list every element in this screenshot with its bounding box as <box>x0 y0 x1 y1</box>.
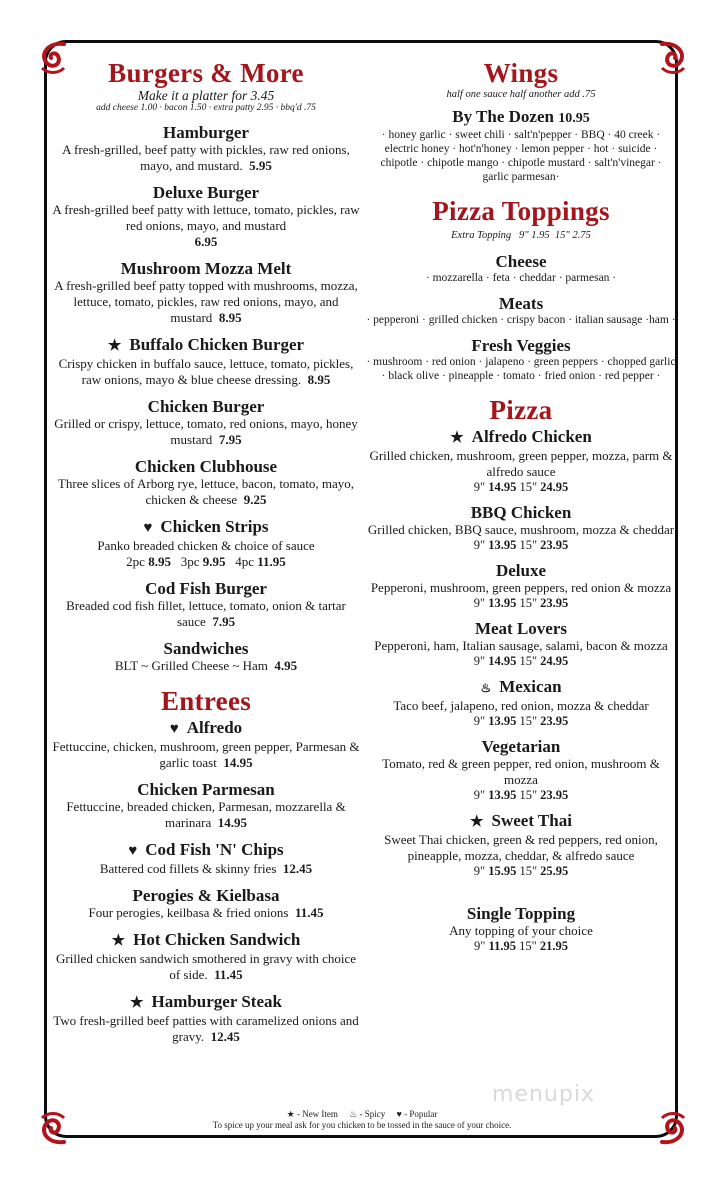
legend-new-item: ★ - New Item <box>286 1109 338 1119</box>
star-icon: ★ <box>111 933 126 949</box>
wings-note: half one sauce half another add .75 <box>446 89 596 100</box>
menu-item-chicken-clubhouse: Chicken Clubhouse Three slices of Arborg rye, lettuce, bacon, tomato, mayo, chicken & cheese 9.25 <box>57 457 355 507</box>
wing-sauces-list: · honey garlic · sweet chili · salt'n'pepper · BBQ · 40 creek · electric honey · hot'n'honey · lemon pepper · hot · suicide · chipotle · chipotle mango · chipotle mustard · salt'n'vinegar · garlic parmesan· <box>380 129 662 183</box>
burgers-section <box>52 58 360 674</box>
entrees-section <box>52 686 360 1045</box>
menu-item-cod-fish-burger: Cod Fish Burger Breaded cod fish fillet, lettuce, tomato, onion & tartar sauce 7.95 <box>66 579 346 629</box>
menu-item-hamburger-steak: ★ Hamburger Steak Two fresh-grilled beef patties with caramelized onions and gravy. 12.45 <box>53 992 359 1044</box>
heart-icon: ♥ <box>143 520 153 536</box>
left-column <box>52 58 360 1045</box>
pizza-section <box>366 395 676 953</box>
legend-popular: ♥ - Popular <box>396 1109 438 1119</box>
menu-item-hot-chicken-sandwich: ★ Hot Chicken Sandwich Grilled chicken sandwich smothered in gravy with choice of side. 11.45 <box>56 930 356 982</box>
menu-item-cod-fish-n-chips: ♥ Cod Fish 'N' Chips Battered cod fillets & skinny fries 12.45 <box>99 840 313 876</box>
addons-note: add cheese 1.00 · bacon 1.50 · extra patty 2.95 · bbq'd .75 <box>96 103 316 113</box>
star-icon: ★ <box>450 430 464 446</box>
strips-prices: 2pc 8.95 3pc 9.95 4pc 11.95 <box>126 554 286 569</box>
section-title-pizza: Pizza <box>489 395 553 425</box>
topping-group-veggies: Fresh Veggies · mushroom · red onion · jalapeno · green peppers · chopped garlic · black olive · pineapple · tomato · fried onion · red pepper · <box>366 336 676 382</box>
star-icon: ★ <box>107 338 122 354</box>
flame-icon: ♨ <box>480 681 492 695</box>
pizza-vegetarian: Vegetarian Tomato, red & green pepper, red onion, mushroom & mozza 9" 13.95 15" 23.95 <box>382 737 660 802</box>
section-title-wings: Wings <box>483 58 559 88</box>
star-icon: ★ <box>130 995 144 1011</box>
toppings-section <box>366 196 676 383</box>
menu-item-perogies-kielbasa: Perogies & Kielbasa Four perogies, keilbasa & fried onions 11.45 <box>88 886 324 920</box>
menu-item-chicken-burger: Chicken Burger Grilled or crispy, lettuce, tomato, red onions, mayo, honey mustard 7.95 <box>54 397 358 447</box>
pizza-bbq-chicken: BBQ Chicken Grilled chicken, BBQ sauce, mushroom, mozza & cheddar 9" 13.95 15" 23.95 <box>367 503 675 552</box>
menu-item-by-the-dozen: By The Dozen 10.95 · honey garlic · sweet chili · salt'n'pepper · BBQ · 40 creek · electric honey · hot'n'honey · lemon pepper · hot · suicide · chipotle · chipotle mango · chipotle mustard · salt'n'vinegar · garlic parmesan· <box>366 107 676 184</box>
sauce-note: To spice up your meal ask for you chicken to be tossed in the sauce of your choice. <box>212 1120 512 1130</box>
pizza-alfredo-chicken: ★ Alfredo Chicken Grilled chicken, mushroom, green pepper, mozza, parm & alfredo sauce 9" 14.95 15" 24.95 <box>369 427 673 494</box>
right-column <box>366 58 676 953</box>
menu-item-chicken-parmesan: Chicken Parmesan Fettuccine, breaded chicken, Parmesan, mozzarella & marinara 14.95 <box>66 780 346 830</box>
wings-section <box>366 58 676 184</box>
legend-spicy: ♨ - Spicy <box>349 1109 386 1119</box>
legend-symbols <box>0 1109 724 1120</box>
topping-group-meats: Meats · pepperoni · grilled chicken · crispy bacon · italian sausage ·ham · <box>366 294 676 326</box>
platter-note: Make it a platter for 3.45 <box>137 88 275 103</box>
section-title-pizza-toppings: Pizza Toppings <box>432 196 610 226</box>
pizza-deluxe: Deluxe Pepperoni, mushroom, green peppers, red onion & mozza 9" 13.95 15" 23.95 <box>370 561 672 610</box>
menu-item-deluxe-burger: Deluxe Burger A fresh-grilled beef patty with lettuce, tomato, pickles, raw red onions, mayo, and mustard 6.95 <box>52 183 360 249</box>
menu-item-hamburger: Hamburger A fresh-grilled, beef patty with pickles, raw red onions, mayo, and mustard. 5.95 <box>62 123 350 173</box>
menu-item-mushroom-mozza-melt: Mushroom Mozza Melt A fresh-grilled beef patty topped with mushrooms, mozza, lettuce, tomato, pickles, raw red onions, mayo, and mustard 8.95 <box>54 259 358 325</box>
pizza-meat-lovers: Meat Lovers Pepperoni, ham, Italian sausage, salami, bacon & mozza 9" 14.95 15" 24.95 <box>374 619 668 668</box>
section-title-burgers: Burgers & More <box>108 58 304 88</box>
section-title-entrees: Entrees <box>160 686 252 716</box>
star-icon: ★ <box>470 814 484 830</box>
legend <box>0 1109 724 1131</box>
watermark-logo: menupix <box>492 1082 595 1107</box>
topping-group-cheese: Cheese · mozzarella · feta · cheddar · parmesan · <box>425 252 617 284</box>
menu-item-sandwiches: Sandwiches BLT ~ Grilled Cheese ~ Ham 4.95 <box>114 639 298 673</box>
heart-icon: ♥ <box>128 843 138 859</box>
menu-item-buffalo-chicken-burger: ★ Buffalo Chicken Burger Crispy chicken in buffalo sauce, lettuce, tomato, pickles, raw onions, mayo & blue cheese dressing. 8.95 <box>58 335 354 387</box>
menu-item-chicken-strips: ♥ Chicken Strips Panko breaded chicken & choice of sauce 2pc 8.95 3pc 9.95 4pc 11.95 <box>52 517 360 570</box>
menu-item-alfredo: ♥ Alfredo Fettuccine, chicken, mushroom, green pepper, Parmesan & garlic toast 14.95 <box>52 718 360 770</box>
heart-icon: ♥ <box>169 721 179 737</box>
pizza-sweet-thai: ★ Sweet Thai Sweet Thai chicken, green & red peppers, red onion, pineapple, mozza, cheddar, & alfredo sauce 9" 15.95 15" 25.95 <box>384 811 658 878</box>
pizza-single-topping: Single Topping Any topping of your choice 9" 11.95 15" 21.95 <box>449 904 593 953</box>
extra-topping-price: Extra Topping 9" 1.95 15" 2.75 <box>451 230 591 241</box>
pizza-mexican: ♨ Mexican Taco beef, jalapeno, red onion, mozza & cheddar 9" 13.95 15" 23.95 <box>393 677 649 728</box>
